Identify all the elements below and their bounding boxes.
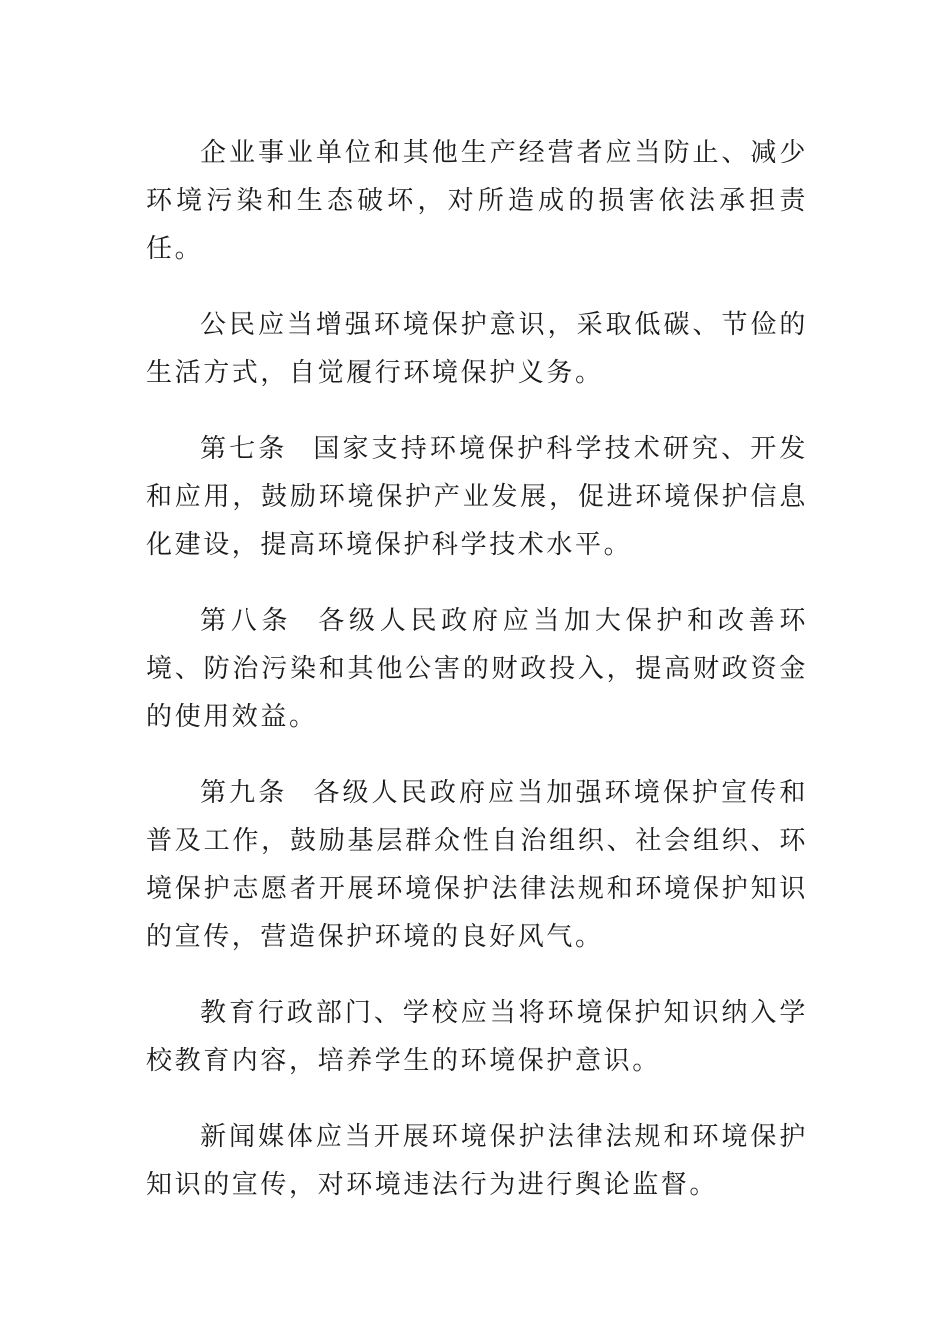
paragraph-1 <box>146 129 808 273</box>
document-body <box>146 129 808 1237</box>
paragraph-2 <box>146 301 808 397</box>
paragraph-text: 教育行政部门、学校应当将环境保护知识纳入学校教育内容，培养学生的环境保护意识。 <box>146 998 808 1076</box>
article-9 <box>146 769 808 961</box>
article-number: 第九条 <box>200 778 288 808</box>
article-8 <box>146 597 808 741</box>
paragraph-text: 各级人民政府应当加大保护和改善环境、防治污染和其他公害的财政投入，提高财政资金的使用效益。 <box>146 606 808 732</box>
paragraph-7 <box>146 1113 808 1209</box>
article-number: 第七条 <box>200 434 288 464</box>
paragraph-text: 新闻媒体应当开展环境保护法律法规和环境保护知识的宣传，对环境违法行为进行舆论监督。 <box>146 1122 808 1200</box>
article-7 <box>146 425 808 569</box>
paragraph-text: 各级人民政府应当加强环境保护宣传和普及工作，鼓励基层群众性自治组织、社会组织、环境保护志愿者开展环境保护法律法规和环境保护知识的宣传，营造保护环境的良好风气。 <box>146 778 808 952</box>
paragraph-6 <box>146 989 808 1085</box>
paragraph-text: 国家支持环境保护科学技术研究、开发和应用，鼓励环境保护产业发展，促进环境保护信息化建设，提高环境保护科学技术水平。 <box>146 434 808 560</box>
paragraph-text: 公民应当增强环境保护意识，采取低碳、节俭的生活方式，自觉履行环境保护义务。 <box>146 310 808 388</box>
paragraph-text: 企业事业单位和其他生产经营者应当防止、减少环境污染和生态破坏，对所造成的损害依法承担责任。 <box>146 138 808 264</box>
article-number: 第八条 <box>200 606 293 636</box>
